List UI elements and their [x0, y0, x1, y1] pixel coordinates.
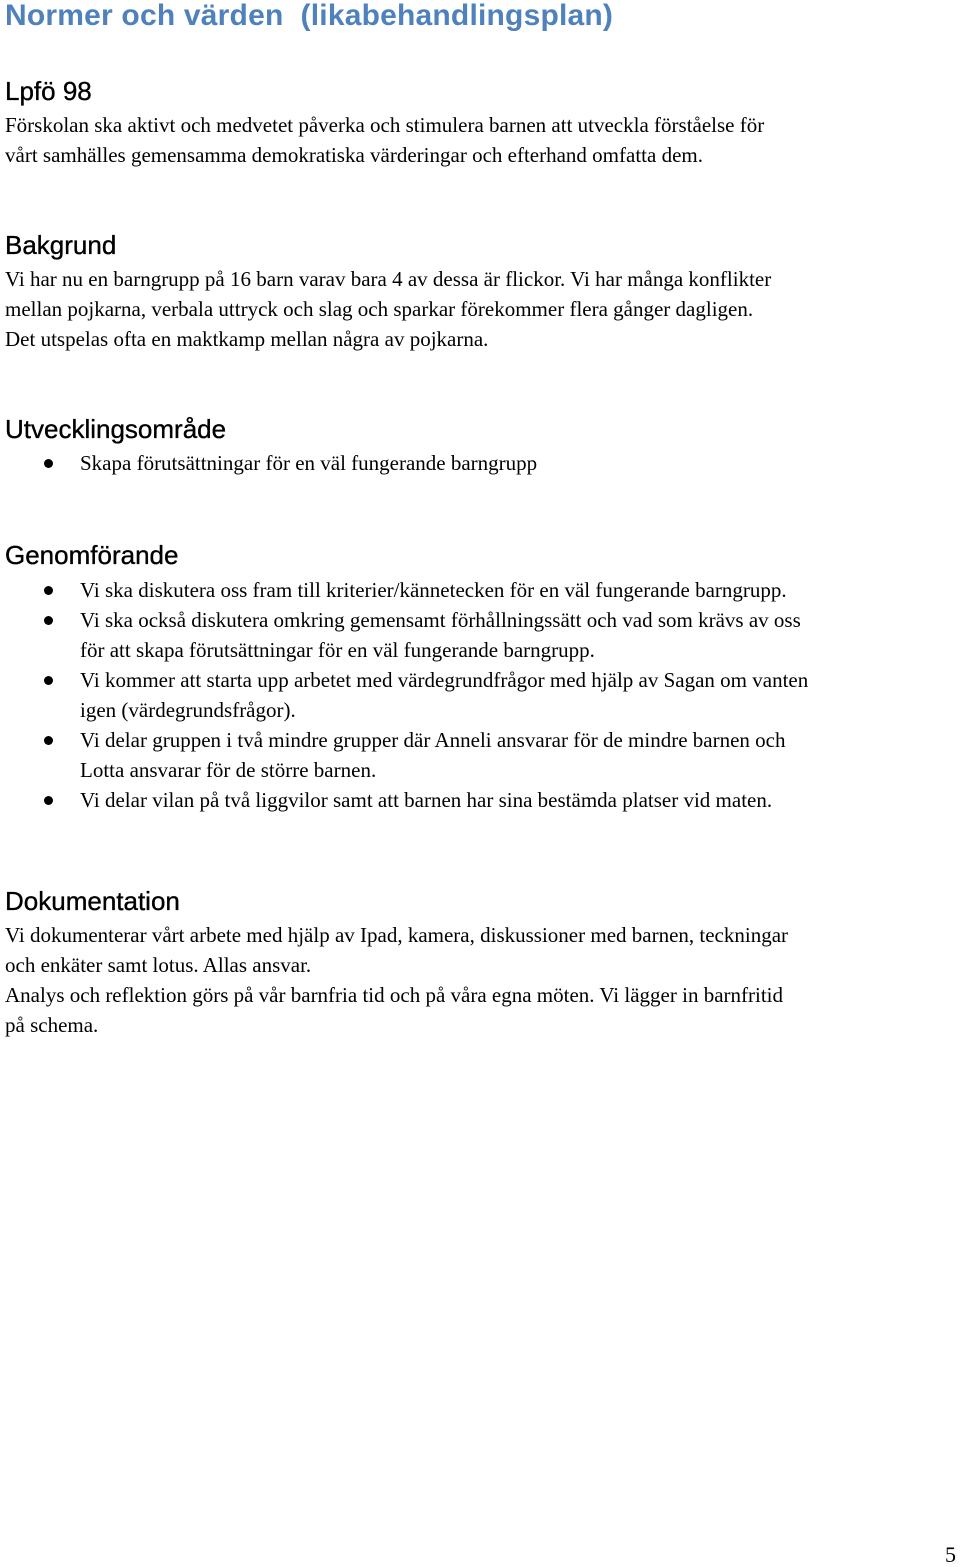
paragraph-line: Vi har nu en barngrupp på 16 barn varav bara 4 av dessa är flickor. Vi har många konflikter: [5, 267, 772, 291]
bakgrund-paragraph: [5, 264, 960, 354]
page-title: Normer och värden (likabehandlingsplan): [5, 0, 614, 32]
section-heading-lpfo: Lpfö 98: [5, 76, 92, 106]
list-item: [5, 448, 960, 478]
section-bakgrund: [5, 230, 960, 354]
bullet-icon: [44, 459, 53, 468]
list-item: [5, 665, 960, 725]
list-item-text: Vi ska också diskutera omkring gemensamt förhållningssätt och vad som krävs av oss: [80, 608, 801, 632]
page-number: 5: [945, 1542, 956, 1567]
list-item-text: Lotta ansvarar för de större barnen.: [80, 758, 377, 782]
list-item-text: Vi delar vilan på två liggvilor samt att barnen har sina bestämda platser vid maten.: [80, 788, 773, 812]
section-heading-utvecklingsomrade: Utvecklingsområde: [5, 414, 227, 444]
paragraph-line: Förskolan ska aktivt och medvetet påverka och stimulera barnen att utveckla förståelse för: [5, 113, 765, 137]
section-heading-genomforande: Genomförande: [5, 540, 179, 570]
paragraph-line: Analys och reflektion görs på vår barnfria tid och på våra egna möten. Vi lägger in barnfritid: [5, 983, 783, 1007]
section-lpfo: [5, 76, 960, 170]
paragraph-line: på schema.: [5, 1013, 99, 1037]
section-utvecklingsomrade: [5, 414, 960, 478]
lpfo-paragraph: [5, 110, 960, 170]
bullet-icon: [44, 676, 53, 685]
list-item: [5, 725, 960, 785]
list-item-text: Vi ska diskutera oss fram till kriterier/kännetecken för en väl fungerande barngrupp.: [80, 578, 787, 602]
bullet-icon: [44, 616, 53, 625]
list-item-text: för att skapa förutsättningar för en väl fungerande barngrupp.: [80, 638, 595, 662]
paragraph-line: och enkäter samt lotus. Allas ansvar.: [5, 953, 312, 977]
bullet-icon: [44, 736, 53, 745]
paragraph-line: Det utspelas ofta en maktkamp mellan några av pojkarna.: [5, 327, 489, 351]
utvecklingsomrade-list: [5, 448, 960, 478]
section-genomforande: [5, 540, 960, 815]
section-dokumentation: [5, 886, 960, 1040]
section-heading-bakgrund: Bakgrund: [5, 230, 117, 260]
list-item-text: Vi kommer att starta upp arbetet med värdegrundfrågor med hjälp av Sagan om vanten: [80, 668, 809, 692]
bullet-icon: [44, 796, 53, 805]
paragraph-line: mellan pojkarna, verbala uttryck och slag och sparkar förekommer flera gånger dagligen.: [5, 297, 754, 321]
list-item: [5, 605, 960, 665]
list-item: [5, 785, 960, 815]
list-item: [5, 575, 960, 605]
genomforande-list: [5, 575, 960, 815]
list-item-text: Skapa förutsättningar för en väl fungerande barngrupp: [80, 451, 538, 475]
paragraph-line: Vi dokumenterar vårt arbete med hjälp av Ipad, kamera, diskussioner med barnen, teckningar: [5, 923, 789, 947]
list-item-text: Vi delar gruppen i två mindre grupper där Anneli ansvarar för de mindre barnen och: [80, 728, 786, 752]
paragraph-line: vårt samhälles gemensamma demokratiska värderingar och efterhand omfatta dem.: [5, 143, 703, 167]
list-item-text: igen (värdegrundsfrågor).: [80, 698, 296, 722]
dokumentation-paragraph: [5, 920, 960, 1040]
section-heading-dokumentation: Dokumentation: [5, 886, 180, 916]
bullet-icon: [44, 586, 53, 595]
